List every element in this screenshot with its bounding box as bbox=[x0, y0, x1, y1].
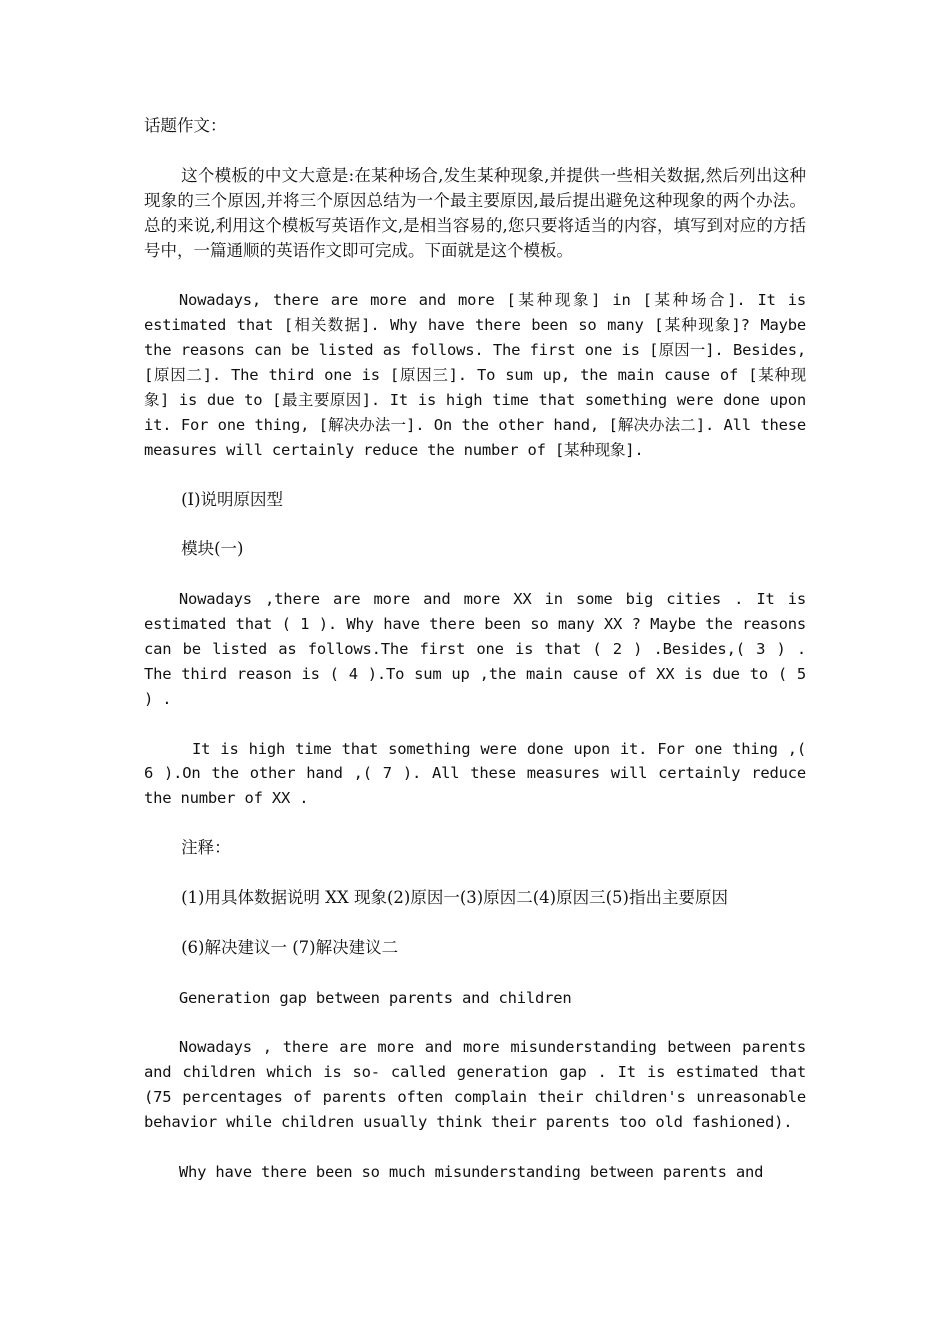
module-paragraph-2: It is high time that something were done upon it. For one thing ,( 6 ).On the other hand ,( 7 ). All these measures will certainly reduce the number of XX . bbox=[144, 739, 806, 808]
intro-paragraph: 这个模板的中文大意是:在某种场合,发生某种现象,并提供一些相关数据,然后列出这种现象的三个原因,并将三个原因总结为一个最主要原因,最后提出避免这种现象的两个办法。总的来说,利用这个模板写英语作文,是相当容易的,您只要将适当的内容，填写到对应的方括号中，一篇通顺的英语作文即可完成。下面就是这个模板。 bbox=[144, 165, 806, 260]
module-paragraph-1: Nowadays ,there are more and more XX in some big cities . It is estimated that ( 1 ). Why have there been so many XX ? Maybe the reasons can be listed as follows.The first one is that ( 2 ) .Besides,( 3 ) . The third reason is ( 4 ).To sum up ,the main cause of XX is due to ( 5 ) . bbox=[144, 590, 806, 708]
notes-title: 注释： bbox=[181, 838, 231, 858]
essay-paragraph-2: Why have there been so much misunderstanding between parents and bbox=[178, 1162, 764, 1181]
notes-line-2: (6)解决建议一 (7)解决建议二 bbox=[181, 937, 399, 957]
template-paragraph: Nowadays, there are more and more [某种现象] in [某种场合]. It is estimated that [相关数据]. Why have there been so many [某种现象]? Maybe the reasons can be listed as follows. The first one is [原因一]. Besides, [原因二]. The third one is [原因三]. To sum up, the main cause of [某种现象] is due to [最主要原因]. It is high time that something were done upon it. For one thing, [解决办法一]. On the other hand, [解决办法二]. All these measures will certainly reduce the number of [某种现象]. bbox=[144, 291, 806, 459]
notes-line-1: (1)用具体数据说明 XX 现象(2)原因一(3)原因二(4)原因三(5)指出主要原因 bbox=[181, 887, 728, 907]
essay-title: Generation gap between parents and children bbox=[178, 988, 572, 1007]
document-title: 话题作文： bbox=[144, 116, 227, 135]
essay-paragraph-1: Nowadays , there are more and more misunderstanding between parents and children which is so- called generation gap . It is estimated that (75 percentages of parents often complain their children's unreasonable behavior while children usually think their parents too old fashioned). bbox=[144, 1038, 806, 1132]
module-title: 模块(一) bbox=[181, 539, 244, 559]
section-type-heading: (I)说明原因型 bbox=[181, 489, 284, 509]
document-page bbox=[144, 114, 806, 1210]
